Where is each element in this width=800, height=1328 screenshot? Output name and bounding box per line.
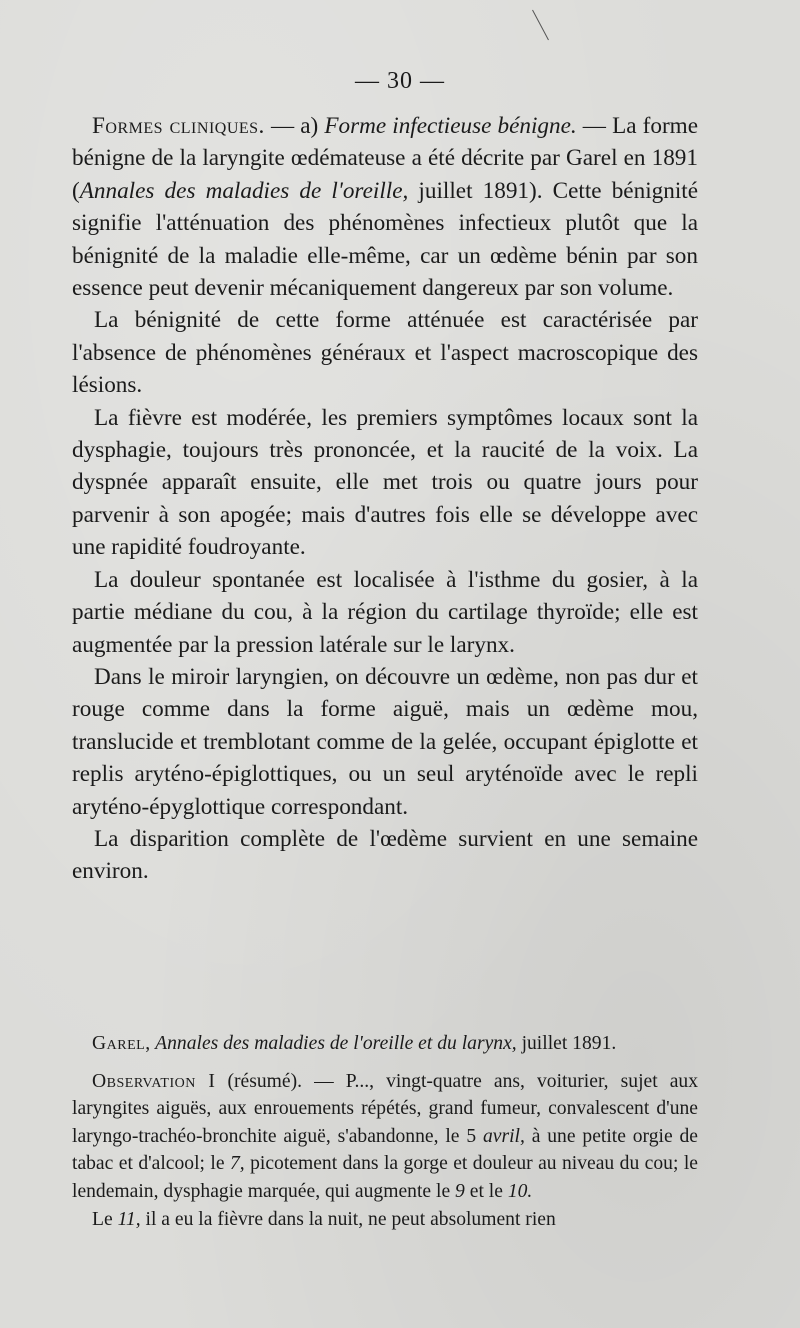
observation-avril: avril, xyxy=(482,1125,525,1147)
continuation-le: Le xyxy=(92,1208,118,1230)
continuation-11: 11, xyxy=(117,1208,141,1230)
paragraph-5: Dans le miroir laryngien, on découvre un œdème, non pas dur et rouge comme dans la forme aiguë, mais un œdème mou, translucide et tremblotant comme de la gelée, occupant épiglotte et replis aryténo-épiglottiques, ou un seul aryténoïde avec le repli aryténo-épyglottique correspondant. xyxy=(72,663,698,820)
reference-date: juillet 1891. xyxy=(516,1033,617,1054)
observation-text-b: à une petite orgie de tabac et d'alcool; le xyxy=(72,1125,699,1175)
paragraph-1-text-b: juillet 1891). Cette bénignité signifie l'atténuation des phénomènes infectieux plutôt que la bénignité de la maladie elle-même, car un œdème bénin par son essence peut devenir mécaniquement dangereux par son volume. xyxy=(72,177,698,302)
paragraph-1 xyxy=(72,110,698,304)
continuation-text: il a eu la fièvre dans la nuit, ne peut absolument rien xyxy=(140,1208,556,1230)
observation-block xyxy=(72,1030,698,1233)
reference-author: Garel, xyxy=(92,1033,151,1054)
observation-continuation xyxy=(72,1206,698,1234)
observation-10: 10. xyxy=(507,1180,533,1202)
journal-title: Annales des maladies de l'oreille, xyxy=(79,177,409,204)
main-text xyxy=(72,110,698,888)
paragraph-1-text-a: — La forme bénigne de la laryngite œdémateuse a été décrite par Garel en 1891 ( xyxy=(72,113,698,204)
reference-line xyxy=(72,1030,698,1058)
paragraph-6: La disparition complète de l'œdème survient en une semaine environ. xyxy=(72,825,698,885)
heading-dash: — a) xyxy=(264,113,325,139)
reference-title: Annales des maladies de l'oreille et du larynx, xyxy=(150,1033,517,1054)
observation-9: 9 xyxy=(455,1180,465,1202)
scan-mark xyxy=(532,10,549,40)
page-number: — 30 — xyxy=(355,68,445,94)
observation-text-a: (résumé). — P..., vingt-quatre ans, voiturier, sujet aux laryngites aiguës, aux enrouements répétés, grand fumeur, convalescent d'une laryngo-trachéo-bronchite aiguë, s'abandonne, le 5 xyxy=(72,1070,698,1147)
section-heading: Formes cliniques. xyxy=(92,113,265,139)
observation-7: 7, xyxy=(229,1153,245,1175)
observation-et: et le xyxy=(464,1180,508,1202)
paragraph-2: La bénignité de cette forme atténuée est caractérisée par l'absence de phénomènes généraux et l'aspect macroscopique des lésions. xyxy=(72,307,698,399)
heading-italic: Forme infectieuse bénigne. xyxy=(324,113,577,139)
observation-paragraph xyxy=(72,1068,698,1206)
paragraph-4: La douleur spontanée est localisée à l'isthme du gosier, à la partie médiane du cou, à la région du cartilage thyroïde; elle est augmentée par la pression latérale sur le larynx. xyxy=(72,566,698,658)
observation-label: Observation I xyxy=(92,1070,216,1092)
observation-text-c: picotement dans la gorge et douleur au niveau du cou; le lendemain, dysphagie marquée, qui augmente le xyxy=(72,1153,698,1202)
paragraph-3: La fièvre est modérée, les premiers symptômes locaux sont la dysphagie, toujours très prononcée, et la raucité de la voix. La dyspnée apparaît ensuite, elle met trois ou quatre jours pour parvenir à son apogée; mais d'autres fois elle se développe avec une rapidité foudroyante. xyxy=(72,404,698,561)
